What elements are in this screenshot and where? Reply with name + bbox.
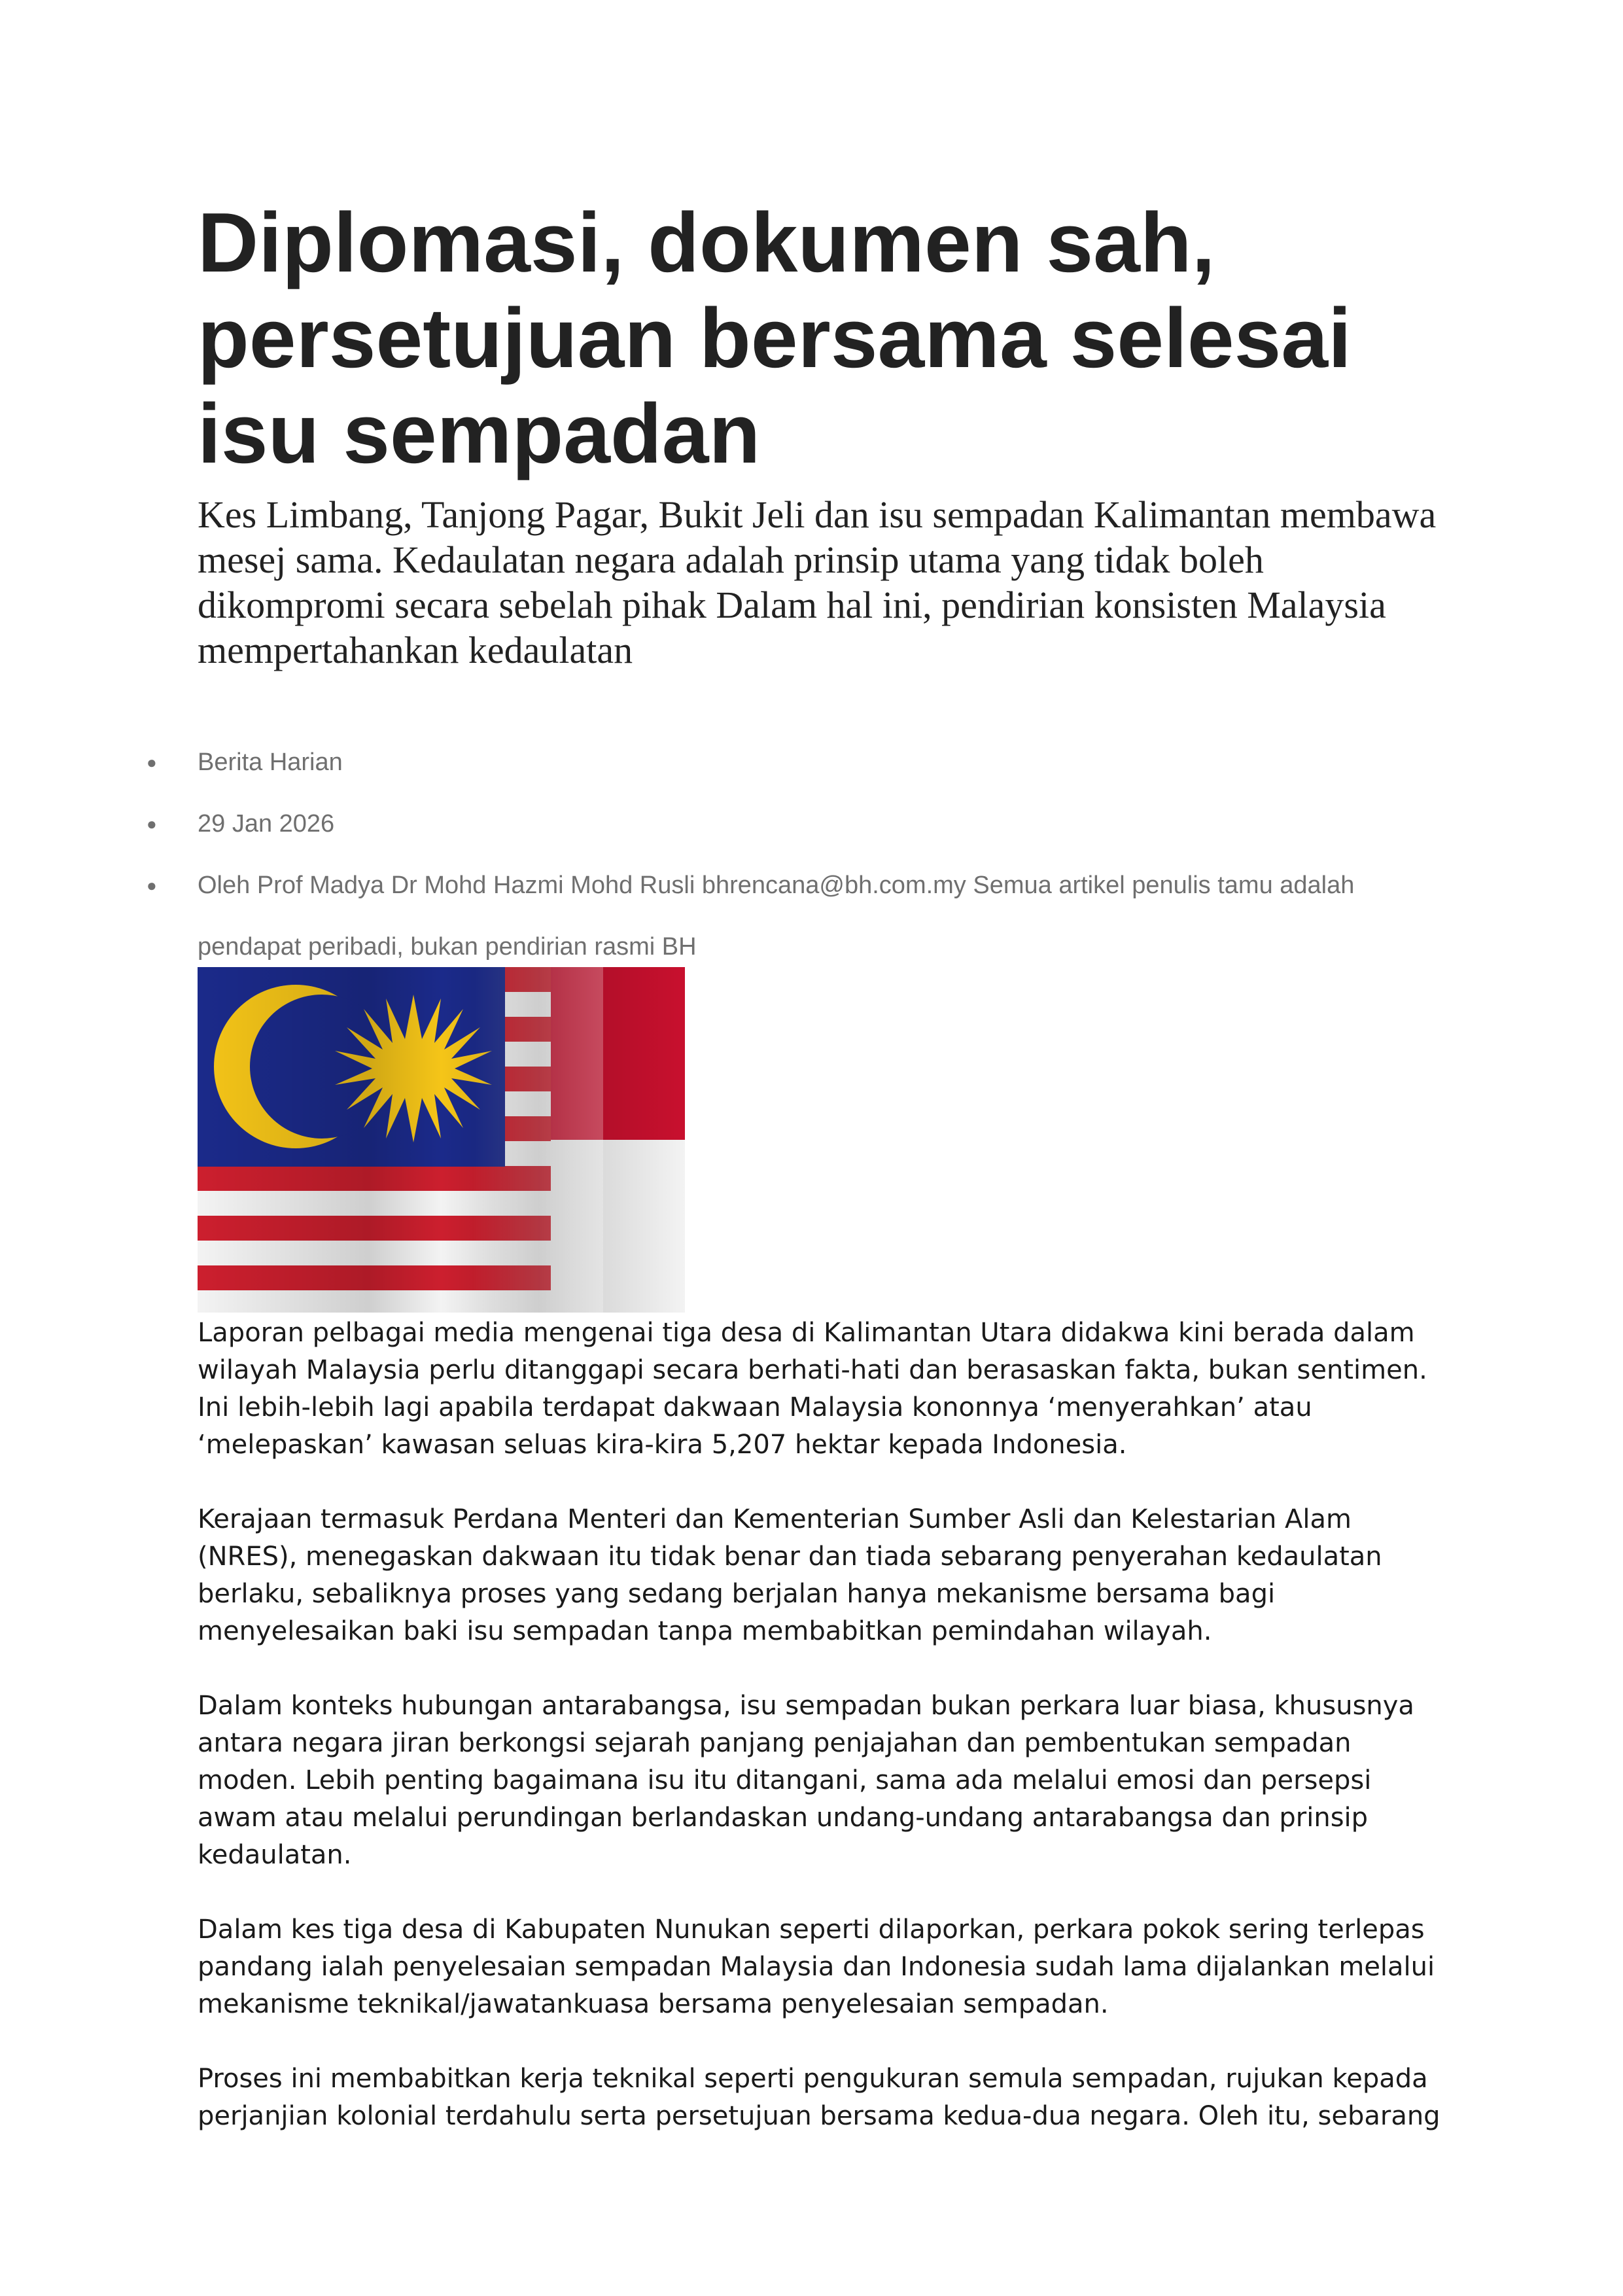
body-paragraph: Ini lebih-lebih lagi apabila terdapat dakwaan Malaysia kononnya ‘menyerahkan’ atau ‘melepaskan’ kawasan seluas kira-kira 5,207 hektar kepada Indonesia. <box>198 1392 1312 1460</box>
meta-source-text: Berita Harian <box>198 749 343 776</box>
bullet-icon: ● <box>147 814 157 834</box>
body-paragraph: Proses ini membabitkan kerja teknikal seperti pengukuran semula sempadan, rujukan kepada perjanjian kolonial terdahulu serta persetujuan bersama kedua-dua negara. Oleh itu, sebarang <box>198 2064 1440 2131</box>
meta-date-text: 29 Jan 2026 <box>198 810 335 838</box>
body-paragraph: Laporan pelbagai media mengenai tiga desa di Kalimantan Utara didakwa kini berada dalam wilayah Malaysia perlu ditanggapi secara berhati-hati dan berasaskan fakta, bukan sentimen. <box>198 1318 1427 1385</box>
body-paragraph: Kerajaan termasuk Perdana Menteri dan Kementerian Sumber Asli dan Kelestarian Alam (NRES), menegaskan dakwaan itu tidak benar dan tiada sebarang penyerahan kedaulatan berlaku, sebaliknya proses yang sedang berjalan hanya mekanisme bersama bagi menyelesaikan baki isu sempadan tanpa membabitkan pemindahan wilayah. <box>198 1504 1382 1646</box>
body-paragraph: Dalam konteks hubungan antarabangsa, isu sempadan bukan perkara luar biasa, khususnya antara negara jiran berkongsi sejarah panjang penjajahan dan pembentukan sempadan moden. Lebih penting bagaimana isu itu ditangani, sama ada melalui emosi dan persepsi awam atau melalui perundingan berlandaskan undang-undang antarabangsa dan prinsip kedaulatan. <box>198 1691 1414 1870</box>
article-image-flags <box>198 967 685 1313</box>
meta-author <box>147 855 1440 978</box>
meta-source <box>147 732 1440 793</box>
meta-author-text: Oleh Prof Madya Dr Mohd Hazmi Mohd Rusli bhrencana@bh.com.my Semua artikel penulis tamu adalah pendapat peribadi, bukan pendirian rasmi BH <box>198 872 1355 961</box>
meta-date <box>147 793 1440 855</box>
article-body <box>198 1315 1454 2172</box>
article-standfirst: Kes Limbang, Tanjong Pagar, Bukit Jeli dan isu sempadan Kalimantan membawa mesej sama. Kedaulatan negara adalah prinsip utama yang tidak boleh dikompromi secara sebelah pihak Dalam hal ini, pendirian konsisten Malaysia mempertahankan kedaulatan <box>198 493 1437 671</box>
body-paragraph: Dalam kes tiga desa di Kabupaten Nunukan seperti dilaporkan, perkara pokok sering terlepas pandang ialah penyelesaian sempadan Malaysia dan Indonesia sudah lama dijalankan melalui mekanisme teknikal/jawatankuasa bersama penyelesaian sempadan. <box>198 1915 1435 2019</box>
bullet-icon: ● <box>147 875 157 895</box>
article-headline: Diplomasi, dokumen sah, persetujuan bersama selesai isu sempadan <box>198 196 1352 481</box>
flags-image <box>198 967 685 1313</box>
bullet-icon: ● <box>147 752 157 772</box>
